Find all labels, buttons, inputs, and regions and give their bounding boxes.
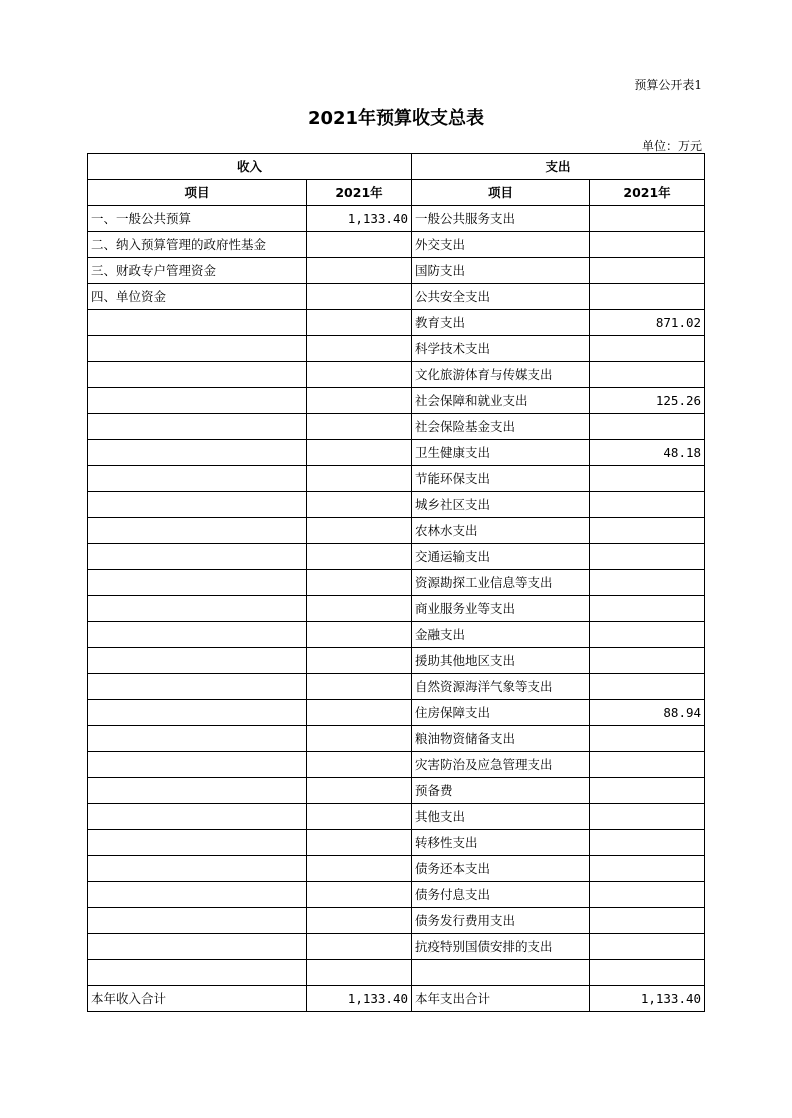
expense-value-cell: [590, 830, 705, 856]
income-value-cell: [307, 284, 412, 310]
expense-value-cell: [590, 362, 705, 388]
expense-value-cell: [590, 934, 705, 960]
income-item-cell: [88, 804, 307, 830]
table-body: [88, 154, 705, 1012]
table-row: [88, 518, 705, 544]
income-value-cell: [307, 544, 412, 570]
income-item-cell: [88, 726, 307, 752]
income-value-cell: [307, 960, 412, 986]
expense-item-cell: 抗疫特别国债安排的支出: [412, 934, 590, 960]
expense-item-cell: 资源勘探工业信息等支出: [412, 570, 590, 596]
expense-item-cell: 自然资源海洋气象等支出: [412, 674, 590, 700]
expense-item-header: 项目: [412, 180, 590, 206]
expense-item-cell: 其他支出: [412, 804, 590, 830]
expense-value-cell: [590, 648, 705, 674]
expense-value-cell: [590, 232, 705, 258]
table-row: [88, 960, 705, 986]
income-value-cell: [307, 830, 412, 856]
income-item-cell: [88, 934, 307, 960]
income-item-cell: [88, 466, 307, 492]
income-value-cell: [307, 388, 412, 414]
expense-item-cell: 社会保障和就业支出: [412, 388, 590, 414]
table-row: [88, 258, 705, 284]
expense-section-header: 支出: [412, 154, 705, 180]
expense-item-cell: 卫生健康支出: [412, 440, 590, 466]
table-row: [88, 388, 705, 414]
income-item-cell: [88, 362, 307, 388]
income-item-cell: [88, 440, 307, 466]
income-item-cell: [88, 674, 307, 700]
income-value-cell: [307, 310, 412, 336]
income-item-cell: [88, 882, 307, 908]
table-row: [88, 804, 705, 830]
income-value-cell: [307, 362, 412, 388]
income-value-cell: [307, 674, 412, 700]
expense-value-cell: [590, 882, 705, 908]
income-value-cell: [307, 778, 412, 804]
income-value-cell: [307, 882, 412, 908]
expense-year-header: 2021年: [590, 180, 705, 206]
page-title: 2021年预算收支总表: [307, 108, 485, 129]
income-item-cell: 四、单位资金: [88, 284, 307, 310]
income-item-cell: [88, 336, 307, 362]
expense-item-cell: 国防支出: [412, 258, 590, 284]
income-item-cell: [88, 544, 307, 570]
income-value-cell: [307, 232, 412, 258]
expense-total-value: 1,133.40: [590, 986, 705, 1012]
table-row: [88, 206, 705, 232]
table-row: [88, 622, 705, 648]
expense-item-cell: 金融支出: [412, 622, 590, 648]
table-row: [88, 440, 705, 466]
expense-item-cell: 文化旅游体育与传媒支出: [412, 362, 590, 388]
expense-item-cell: 援助其他地区支出: [412, 648, 590, 674]
expense-item-cell: 债务发行费用支出: [412, 908, 590, 934]
expense-item-cell: 预备费: [412, 778, 590, 804]
expense-item-cell: 城乡社区支出: [412, 492, 590, 518]
table-number-label: 预算公开表1: [634, 78, 702, 92]
table-row: [88, 414, 705, 440]
income-item-cell: [88, 596, 307, 622]
expense-value-cell: [590, 570, 705, 596]
expense-item-cell: 一般公共服务支出: [412, 206, 590, 232]
expense-value-cell: 871.02: [590, 310, 705, 336]
expense-item-cell: 转移性支出: [412, 830, 590, 856]
income-item-cell: [88, 310, 307, 336]
expense-item-cell: 教育支出: [412, 310, 590, 336]
income-value-cell: [307, 622, 412, 648]
expense-item-cell: 外交支出: [412, 232, 590, 258]
income-item-cell: [88, 830, 307, 856]
expense-item-cell: 科学技术支出: [412, 336, 590, 362]
expense-value-cell: [590, 206, 705, 232]
income-item-cell: [88, 492, 307, 518]
expense-value-cell: [590, 492, 705, 518]
income-value-cell: [307, 648, 412, 674]
expense-item-cell: 社会保险基金支出: [412, 414, 590, 440]
table-row: [88, 778, 705, 804]
expense-value-cell: [590, 544, 705, 570]
totals-row: [88, 986, 705, 1012]
expense-value-cell: 88.94: [590, 700, 705, 726]
income-section-header: 收入: [88, 154, 412, 180]
income-value-cell: 1,133.40: [307, 206, 412, 232]
income-year-header: 2021年: [307, 180, 412, 206]
table-row: [88, 648, 705, 674]
expense-value-cell: [590, 622, 705, 648]
income-item-cell: 一、一般公共预算: [88, 206, 307, 232]
table-row: [88, 232, 705, 258]
table-row: [88, 726, 705, 752]
income-value-cell: [307, 726, 412, 752]
income-item-cell: [88, 518, 307, 544]
expense-value-cell: 48.18: [590, 440, 705, 466]
expense-value-cell: [590, 518, 705, 544]
income-item-cell: [88, 388, 307, 414]
table-row: [88, 570, 705, 596]
income-total-value: 1,133.40: [307, 986, 412, 1012]
income-value-cell: [307, 492, 412, 518]
expense-value-cell: [590, 466, 705, 492]
expense-value-cell: [590, 414, 705, 440]
expense-value-cell: [590, 284, 705, 310]
table-row: [88, 674, 705, 700]
expense-item-cell: [412, 960, 590, 986]
expense-value-cell: [590, 804, 705, 830]
section-header-row: [88, 154, 705, 180]
expense-total-label: 本年支出合计: [412, 986, 590, 1012]
table-row: [88, 752, 705, 778]
expense-item-cell: 住房保障支出: [412, 700, 590, 726]
expense-item-cell: 灾害防治及应急管理支出: [412, 752, 590, 778]
income-value-cell: [307, 596, 412, 622]
income-value-cell: [307, 856, 412, 882]
income-item-cell: 三、财政专户管理资金: [88, 258, 307, 284]
table-row: [88, 882, 705, 908]
expense-value-cell: [590, 960, 705, 986]
income-item-cell: [88, 700, 307, 726]
income-value-cell: [307, 414, 412, 440]
table-row: [88, 466, 705, 492]
income-item-cell: [88, 570, 307, 596]
table-row: [88, 544, 705, 570]
income-item-cell: [88, 622, 307, 648]
expense-value-cell: [590, 596, 705, 622]
table-row: [88, 336, 705, 362]
income-item-cell: [88, 778, 307, 804]
table-row: [88, 596, 705, 622]
expense-item-cell: 节能环保支出: [412, 466, 590, 492]
expense-value-cell: [590, 752, 705, 778]
income-item-cell: [88, 908, 307, 934]
expense-value-cell: [590, 674, 705, 700]
table-row: [88, 908, 705, 934]
expense-value-cell: [590, 778, 705, 804]
column-header-row: [88, 180, 705, 206]
income-value-cell: [307, 570, 412, 596]
expense-item-cell: 债务付息支出: [412, 882, 590, 908]
income-item-cell: [88, 648, 307, 674]
expense-value-cell: [590, 258, 705, 284]
income-value-cell: [307, 934, 412, 960]
unit-label: 单位：万元: [641, 139, 702, 153]
table-row: [88, 700, 705, 726]
income-item-header: 项目: [88, 180, 307, 206]
income-value-cell: [307, 804, 412, 830]
income-item-cell: [88, 752, 307, 778]
income-value-cell: [307, 466, 412, 492]
expense-value-cell: [590, 856, 705, 882]
income-total-label: 本年收入合计: [88, 986, 307, 1012]
table-row: [88, 310, 705, 336]
table-row: [88, 284, 705, 310]
income-item-cell: [88, 414, 307, 440]
income-value-cell: [307, 908, 412, 934]
income-item-cell: [88, 856, 307, 882]
expense-item-cell: 农林水支出: [412, 518, 590, 544]
income-value-cell: [307, 752, 412, 778]
expense-item-cell: 商业服务业等支出: [412, 596, 590, 622]
income-value-cell: [307, 258, 412, 284]
expense-value-cell: [590, 336, 705, 362]
expense-item-cell: 粮油物资储备支出: [412, 726, 590, 752]
table-row: [88, 362, 705, 388]
expense-item-cell: 交通运输支出: [412, 544, 590, 570]
income-value-cell: [307, 336, 412, 362]
expense-value-cell: [590, 726, 705, 752]
income-value-cell: [307, 700, 412, 726]
income-item-cell: 二、纳入预算管理的政府性基金: [88, 232, 307, 258]
table-row: [88, 492, 705, 518]
expense-value-cell: 125.26: [590, 388, 705, 414]
table-row: [88, 830, 705, 856]
income-value-cell: [307, 518, 412, 544]
budget-summary-table: [87, 153, 705, 1012]
income-item-cell: [88, 960, 307, 986]
table-row: [88, 934, 705, 960]
expense-item-cell: 公共安全支出: [412, 284, 590, 310]
expense-value-cell: [590, 908, 705, 934]
expense-item-cell: 债务还本支出: [412, 856, 590, 882]
income-value-cell: [307, 440, 412, 466]
table-row: [88, 856, 705, 882]
